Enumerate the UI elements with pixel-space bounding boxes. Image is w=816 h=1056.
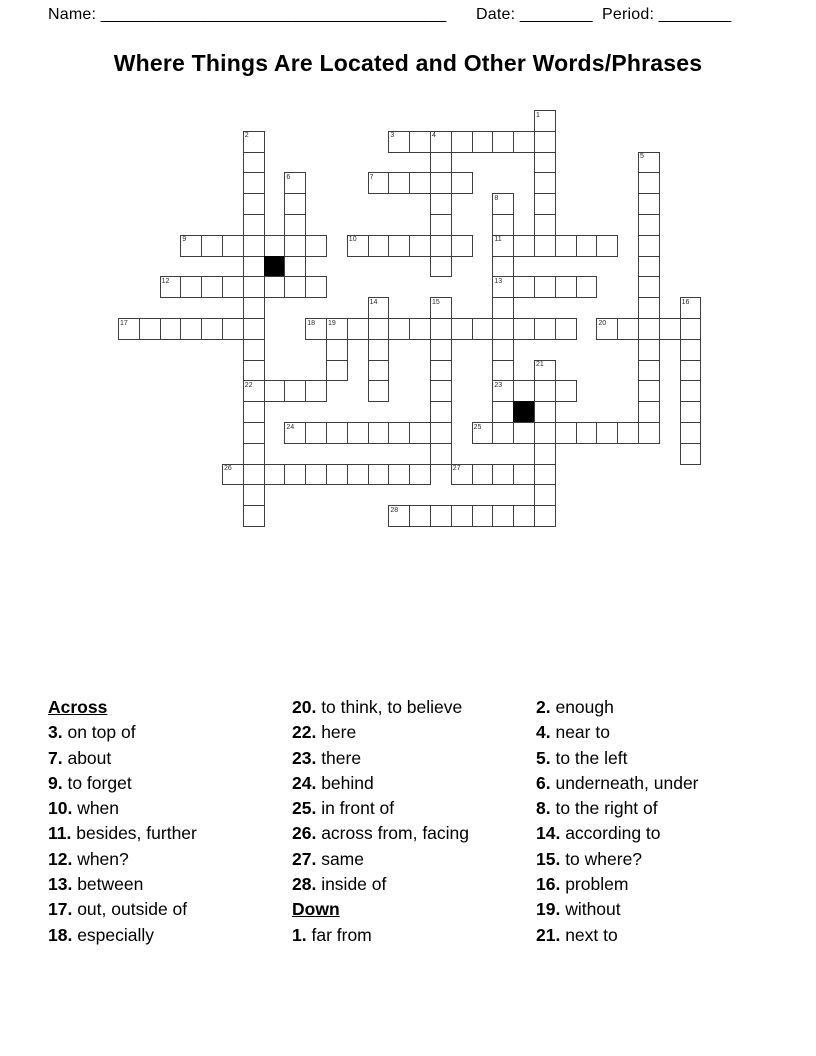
grid-cell[interactable] bbox=[243, 193, 265, 215]
grid-cell[interactable] bbox=[534, 484, 556, 506]
grid-cell[interactable] bbox=[264, 276, 286, 298]
grid-cell[interactable] bbox=[243, 152, 265, 174]
grid-cell[interactable] bbox=[201, 276, 223, 298]
clue-number: 14. bbox=[536, 823, 561, 844]
grid-cell[interactable] bbox=[576, 276, 598, 298]
grid-cell[interactable] bbox=[451, 172, 473, 194]
cell-number: 9 bbox=[182, 236, 187, 244]
grid-cell[interactable] bbox=[513, 131, 535, 153]
grid-cell[interactable] bbox=[284, 256, 306, 278]
grid-cell[interactable] bbox=[284, 380, 306, 402]
grid-cell[interactable] bbox=[596, 318, 618, 340]
grid-cell[interactable] bbox=[222, 318, 244, 340]
cell-number: 4 bbox=[432, 132, 436, 140]
clue-item: 14. according to bbox=[536, 823, 661, 844]
grid-cell[interactable] bbox=[430, 235, 452, 257]
grid-cell[interactable] bbox=[638, 360, 660, 382]
grid-cell[interactable] bbox=[284, 422, 306, 444]
cell-number: 11 bbox=[494, 236, 502, 244]
grid-cell[interactable] bbox=[492, 193, 514, 215]
cell-number: 28 bbox=[390, 506, 399, 514]
grid-cell[interactable] bbox=[430, 380, 452, 402]
grid-cell[interactable] bbox=[430, 152, 452, 174]
grid-cell[interactable] bbox=[388, 464, 410, 486]
grid-cell[interactable] bbox=[243, 172, 265, 194]
cell-number: 19 bbox=[328, 319, 336, 327]
grid-cell[interactable] bbox=[243, 214, 265, 236]
grid-cell[interactable] bbox=[534, 360, 556, 382]
grid-cell[interactable] bbox=[180, 276, 202, 298]
grid-cell[interactable] bbox=[409, 131, 431, 153]
grid-cell[interactable] bbox=[680, 401, 702, 423]
grid-cell[interactable] bbox=[472, 464, 494, 486]
grid-cell[interactable] bbox=[430, 193, 452, 215]
date-field: Date: ________ bbox=[476, 6, 593, 23]
grid-cell[interactable] bbox=[243, 276, 265, 298]
grid-cell[interactable] bbox=[305, 464, 327, 486]
clue-item: 18. especially bbox=[48, 924, 155, 945]
cell-number: 25 bbox=[473, 423, 482, 431]
grid-cell[interactable] bbox=[222, 464, 244, 486]
grid-cell[interactable] bbox=[555, 380, 577, 402]
grid-cell[interactable] bbox=[430, 256, 452, 278]
grid-cell[interactable] bbox=[368, 235, 390, 257]
grid-cell[interactable] bbox=[680, 422, 702, 444]
clue-number: 19. bbox=[536, 899, 561, 920]
grid-cell[interactable] bbox=[368, 172, 390, 194]
grid-cell[interactable] bbox=[534, 214, 556, 236]
grid-cell[interactable] bbox=[368, 360, 390, 382]
grid-cell[interactable] bbox=[680, 339, 702, 361]
grid-cell[interactable] bbox=[555, 276, 577, 298]
cell-number: 10 bbox=[348, 236, 357, 244]
grid-cell[interactable] bbox=[680, 318, 702, 340]
clue-number: 5. bbox=[536, 747, 551, 768]
grid-cell[interactable] bbox=[326, 422, 348, 444]
grid-cell[interactable] bbox=[222, 235, 244, 257]
grid-cell[interactable] bbox=[451, 131, 473, 153]
grid-cell[interactable] bbox=[576, 422, 598, 444]
grid-cell[interactable] bbox=[243, 464, 265, 486]
grid-cell[interactable] bbox=[347, 464, 369, 486]
grid-cell[interactable] bbox=[409, 422, 431, 444]
clue-number: 15. bbox=[536, 848, 561, 869]
clue-number: 27. bbox=[292, 848, 317, 869]
clue-item: 25. in front of bbox=[292, 798, 395, 819]
grid-cell[interactable] bbox=[284, 235, 306, 257]
black-cell bbox=[264, 256, 286, 278]
grid-cell[interactable] bbox=[368, 297, 390, 319]
grid-cell[interactable] bbox=[638, 276, 660, 298]
grid-cell[interactable] bbox=[451, 235, 473, 257]
grid-cell[interactable] bbox=[492, 276, 514, 298]
grid-cell[interactable] bbox=[160, 276, 182, 298]
grid-cell[interactable] bbox=[513, 380, 535, 402]
clue-item: 3. on top of bbox=[48, 722, 136, 743]
clue-item: 9. to forget bbox=[48, 772, 132, 793]
grid-cell[interactable] bbox=[638, 152, 660, 174]
grid-cell[interactable] bbox=[513, 464, 535, 486]
grid-cell[interactable] bbox=[243, 318, 265, 340]
grid-cell[interactable] bbox=[180, 318, 202, 340]
grid-cell[interactable] bbox=[680, 360, 702, 382]
cell-number: 18 bbox=[307, 319, 315, 327]
period-field: Period: ________ bbox=[602, 6, 732, 23]
grid-cell[interactable] bbox=[513, 505, 535, 527]
clue-item: 28. inside of bbox=[292, 874, 387, 895]
grid-cell[interactable] bbox=[492, 360, 514, 382]
cell-number: 5 bbox=[640, 153, 644, 161]
grid-cell[interactable] bbox=[617, 318, 639, 340]
grid-cell[interactable] bbox=[534, 318, 556, 340]
grid-cell[interactable] bbox=[492, 380, 514, 402]
grid-cell[interactable] bbox=[638, 172, 660, 194]
grid-cell[interactable] bbox=[576, 235, 598, 257]
grid-cell[interactable] bbox=[638, 318, 660, 340]
grid-cell[interactable] bbox=[388, 318, 410, 340]
clue-item: 7. about bbox=[48, 747, 112, 768]
grid-cell[interactable] bbox=[160, 318, 182, 340]
grid-cell[interactable] bbox=[388, 131, 410, 153]
cell-number: 1 bbox=[536, 111, 540, 119]
clue-number: 9. bbox=[48, 772, 63, 793]
grid-cell[interactable] bbox=[243, 505, 265, 527]
grid-cell[interactable] bbox=[534, 110, 556, 132]
grid-cell[interactable] bbox=[430, 422, 452, 444]
grid-cell[interactable] bbox=[534, 443, 556, 465]
cell-number: 20 bbox=[598, 319, 607, 327]
grid-cell[interactable] bbox=[118, 318, 140, 340]
grid-cell[interactable] bbox=[492, 131, 514, 153]
grid-cell[interactable] bbox=[409, 318, 431, 340]
grid-cell[interactable] bbox=[430, 401, 452, 423]
grid-cell[interactable] bbox=[284, 172, 306, 194]
grid-cell[interactable] bbox=[326, 339, 348, 361]
grid-cell[interactable] bbox=[409, 464, 431, 486]
grid-cell[interactable] bbox=[243, 380, 265, 402]
grid-cell[interactable] bbox=[638, 193, 660, 215]
clues-down-label: Down bbox=[292, 899, 340, 920]
grid-cell[interactable] bbox=[680, 297, 702, 319]
clue-number: 25. bbox=[292, 798, 317, 819]
clues-column-middle bbox=[292, 695, 534, 948]
clue-item: 22. here bbox=[292, 722, 357, 743]
cell-number: 17 bbox=[120, 319, 128, 327]
cell-number: 21 bbox=[536, 361, 544, 369]
grid-cell[interactable] bbox=[638, 256, 660, 278]
grid-cell[interactable] bbox=[492, 297, 514, 319]
clue-item: 19. without bbox=[536, 899, 621, 920]
crossword-grid bbox=[118, 110, 701, 527]
grid-cell[interactable] bbox=[534, 464, 556, 486]
clue-number: 28. bbox=[292, 874, 317, 895]
clue-number: 10. bbox=[48, 798, 73, 819]
clue-number: 3. bbox=[48, 722, 63, 743]
grid-cell[interactable] bbox=[243, 401, 265, 423]
grid-cell[interactable] bbox=[596, 235, 618, 257]
clue-number: 24. bbox=[292, 772, 317, 793]
clue-item: 24. behind bbox=[292, 772, 374, 793]
cell-number: 15 bbox=[432, 298, 440, 306]
clue-item: 16. problem bbox=[536, 874, 629, 895]
clue-item: 27. same bbox=[292, 848, 364, 869]
worksheet-title: Where Things Are Located and Other Words/Phrases bbox=[113, 50, 703, 76]
grid-cell[interactable] bbox=[534, 380, 556, 402]
name-field: Name: ______________________________________ bbox=[48, 6, 447, 23]
grid-cell[interactable] bbox=[409, 505, 431, 527]
grid-cell[interactable] bbox=[513, 422, 535, 444]
grid-cell[interactable] bbox=[492, 256, 514, 278]
grid-cell[interactable] bbox=[264, 235, 286, 257]
grid-cell[interactable] bbox=[284, 214, 306, 236]
grid-cell[interactable] bbox=[430, 172, 452, 194]
grid-cell[interactable] bbox=[638, 401, 660, 423]
grid-cell[interactable] bbox=[430, 339, 452, 361]
clue-number: 18. bbox=[48, 924, 73, 945]
grid-cell[interactable] bbox=[201, 235, 223, 257]
clue-number: 6. bbox=[536, 772, 551, 793]
grid-cell[interactable] bbox=[368, 422, 390, 444]
grid-cell[interactable] bbox=[638, 297, 660, 319]
grid-cell[interactable] bbox=[368, 464, 390, 486]
grid-cell[interactable] bbox=[638, 422, 660, 444]
cell-number: 23 bbox=[494, 381, 503, 389]
cell-number: 6 bbox=[286, 173, 291, 181]
grid-cell[interactable] bbox=[638, 380, 660, 402]
grid-cell[interactable] bbox=[472, 318, 494, 340]
clue-number: 4. bbox=[536, 722, 551, 743]
grid-cell[interactable] bbox=[472, 505, 494, 527]
grid-cell[interactable] bbox=[139, 318, 161, 340]
grid-cell[interactable] bbox=[638, 235, 660, 257]
grid-cell[interactable] bbox=[492, 422, 514, 444]
clue-number: 13. bbox=[48, 874, 73, 895]
cell-number: 7 bbox=[369, 173, 374, 181]
grid-cell[interactable] bbox=[534, 401, 556, 423]
clue-item: 4. near to bbox=[536, 722, 610, 743]
clue-item: 17. out, outside of bbox=[48, 899, 188, 920]
clue-item: 6. underneath, under bbox=[536, 772, 699, 793]
grid-cell[interactable] bbox=[368, 380, 390, 402]
grid-cell[interactable] bbox=[243, 422, 265, 444]
clue-item: 26. across from, facing bbox=[292, 823, 470, 844]
grid-cell[interactable] bbox=[513, 318, 535, 340]
grid-cell[interactable] bbox=[243, 297, 265, 319]
clue-item: 21. next to bbox=[536, 924, 618, 945]
grid-cell[interactable] bbox=[534, 422, 556, 444]
grid-cell[interactable] bbox=[451, 318, 473, 340]
grid-cell[interactable] bbox=[305, 318, 327, 340]
clue-number: 12. bbox=[48, 848, 73, 869]
grid-cell[interactable] bbox=[430, 131, 452, 153]
grid-cell[interactable] bbox=[430, 297, 452, 319]
grid-cell[interactable] bbox=[388, 505, 410, 527]
grid-cell[interactable] bbox=[534, 235, 556, 257]
clue-number: 7. bbox=[48, 747, 63, 768]
grid-cell[interactable] bbox=[430, 318, 452, 340]
cell-number: 26 bbox=[224, 465, 232, 473]
grid-cell[interactable] bbox=[534, 193, 556, 215]
grid-cell[interactable] bbox=[305, 422, 327, 444]
grid-cell[interactable] bbox=[326, 360, 348, 382]
clue-number: 1. bbox=[292, 924, 307, 945]
clue-item: 23. there bbox=[292, 747, 362, 768]
clue-number: 20. bbox=[292, 697, 317, 717]
clues-section-header bbox=[292, 897, 534, 922]
grid-cell[interactable] bbox=[388, 422, 410, 444]
grid-cell[interactable] bbox=[513, 235, 535, 257]
grid-cell[interactable] bbox=[305, 235, 327, 257]
grid-cell[interactable] bbox=[347, 318, 369, 340]
clue-item: 1. far from bbox=[292, 924, 372, 945]
grid-cell[interactable] bbox=[492, 318, 514, 340]
grid-cell[interactable] bbox=[180, 235, 202, 257]
grid-cell[interactable] bbox=[388, 172, 410, 194]
clues-column-right bbox=[536, 695, 778, 948]
grid-cell[interactable] bbox=[555, 422, 577, 444]
clues-across-label: Across bbox=[48, 697, 108, 717]
clue-number: 11. bbox=[48, 823, 72, 844]
grid-cell[interactable] bbox=[305, 276, 327, 298]
grid-cell[interactable] bbox=[534, 505, 556, 527]
grid-cell[interactable] bbox=[534, 172, 556, 194]
grid-cell[interactable] bbox=[284, 464, 306, 486]
grid-cell[interactable] bbox=[430, 505, 452, 527]
grid-cell[interactable] bbox=[680, 380, 702, 402]
grid-cell[interactable] bbox=[347, 235, 369, 257]
clue-number: 16. bbox=[536, 874, 561, 895]
grid-cell[interactable] bbox=[638, 339, 660, 361]
cell-number: 22 bbox=[244, 381, 253, 389]
grid-cell[interactable] bbox=[492, 339, 514, 361]
clue-item: 5. to the left bbox=[536, 747, 628, 768]
cell-number: 2 bbox=[244, 132, 249, 140]
clue-item: 2. enough bbox=[536, 697, 614, 717]
clue-item: 8. to the right of bbox=[536, 798, 658, 819]
cell-number: 8 bbox=[494, 194, 499, 202]
grid-cell[interactable] bbox=[430, 360, 452, 382]
grid-cell[interactable] bbox=[617, 422, 639, 444]
grid-cell[interactable] bbox=[368, 318, 390, 340]
clue-number: 23. bbox=[292, 747, 317, 768]
clue-number: 21. bbox=[536, 924, 561, 945]
grid-cell[interactable] bbox=[368, 339, 390, 361]
clue-number: 26. bbox=[292, 823, 317, 844]
grid-cell[interactable] bbox=[492, 401, 514, 423]
grid-cell[interactable] bbox=[388, 235, 410, 257]
grid-cell[interactable] bbox=[513, 276, 535, 298]
grid-cell[interactable] bbox=[555, 235, 577, 257]
grid-cell[interactable] bbox=[472, 131, 494, 153]
clue-number: 2. bbox=[536, 697, 551, 717]
grid-cell[interactable] bbox=[347, 422, 369, 444]
grid-cell[interactable] bbox=[451, 505, 473, 527]
clues-column-left bbox=[48, 695, 290, 948]
grid-cell[interactable] bbox=[680, 443, 702, 465]
cell-number: 16 bbox=[681, 298, 690, 306]
grid-cell[interactable] bbox=[243, 339, 265, 361]
grid-cell[interactable] bbox=[409, 172, 431, 194]
grid-cell[interactable] bbox=[638, 214, 660, 236]
grid-cell[interactable] bbox=[659, 318, 681, 340]
clue-number: 17. bbox=[48, 899, 73, 920]
grid-cell[interactable] bbox=[534, 131, 556, 153]
grid-cell[interactable] bbox=[534, 152, 556, 174]
grid-cell[interactable] bbox=[492, 235, 514, 257]
grid-cell[interactable] bbox=[326, 318, 348, 340]
grid-cell[interactable] bbox=[555, 318, 577, 340]
clues-section-header bbox=[48, 695, 290, 720]
black-cell bbox=[513, 401, 535, 423]
grid-cell[interactable] bbox=[492, 505, 514, 527]
grid-cell[interactable] bbox=[264, 380, 286, 402]
cell-number: 27 bbox=[452, 465, 461, 473]
grid-cell[interactable] bbox=[326, 464, 348, 486]
cell-number: 3 bbox=[390, 132, 395, 140]
grid-cell[interactable] bbox=[409, 235, 431, 257]
grid-cell[interactable] bbox=[534, 276, 556, 298]
grid-cell[interactable] bbox=[492, 464, 514, 486]
cell-number: 14 bbox=[369, 298, 378, 306]
grid-cell[interactable] bbox=[222, 276, 244, 298]
grid-cell[interactable] bbox=[264, 464, 286, 486]
cell-number: 24 bbox=[286, 423, 295, 431]
grid-cell[interactable] bbox=[305, 380, 327, 402]
grid-cell[interactable] bbox=[201, 318, 223, 340]
grid-cell[interactable] bbox=[596, 422, 618, 444]
clue-number: 8. bbox=[536, 798, 551, 819]
grid-cell[interactable] bbox=[472, 422, 494, 444]
clue-number: 22. bbox=[292, 722, 317, 743]
grid-cell[interactable] bbox=[243, 360, 265, 382]
grid-cell[interactable] bbox=[430, 443, 452, 465]
grid-cell[interactable] bbox=[430, 214, 452, 236]
grid-cell[interactable] bbox=[284, 193, 306, 215]
cell-number: 13 bbox=[494, 277, 503, 285]
cell-number: 12 bbox=[161, 277, 170, 285]
clue-item: 12. when? bbox=[48, 848, 129, 869]
grid-cell[interactable] bbox=[284, 276, 306, 298]
grid-cell[interactable] bbox=[243, 256, 265, 278]
grid-cell[interactable] bbox=[243, 235, 265, 257]
grid-cell[interactable] bbox=[243, 443, 265, 465]
grid-cell[interactable] bbox=[243, 131, 265, 153]
clue-item: 20. to think, to believe bbox=[292, 697, 463, 717]
clue-item: 11. besides, further bbox=[48, 823, 197, 844]
clue-item: 13. between bbox=[48, 874, 144, 895]
grid-cell[interactable] bbox=[243, 484, 265, 506]
grid-cell[interactable] bbox=[492, 214, 514, 236]
clue-item: 15. to where? bbox=[536, 848, 643, 869]
grid-cell[interactable] bbox=[451, 464, 473, 486]
clue-item: 10. when bbox=[48, 798, 120, 819]
